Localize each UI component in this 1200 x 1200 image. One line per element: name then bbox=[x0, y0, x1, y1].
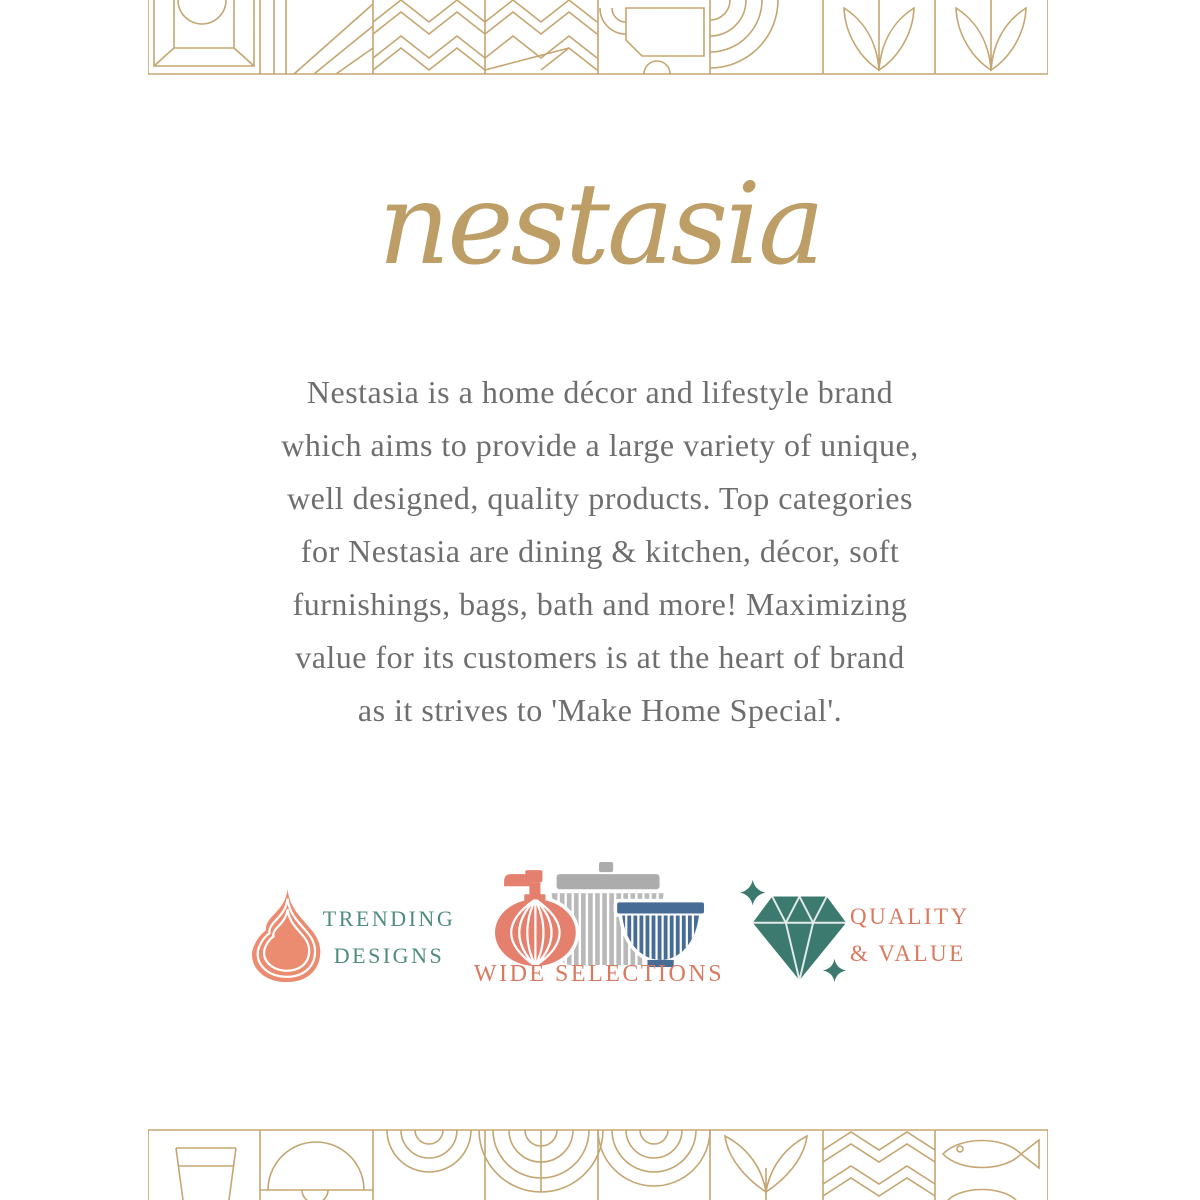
trending-label-line-2: DESIGNS bbox=[333, 943, 445, 968]
flame-icon bbox=[242, 884, 328, 988]
quality-label-line-2: & VALUE bbox=[850, 941, 966, 966]
about-line-7: as it strives to 'Make Home Special'. bbox=[357, 692, 843, 728]
top-border-pattern bbox=[148, 0, 1048, 76]
feature-trending-label bbox=[318, 900, 460, 974]
about-line-3: well designed, quality products. Top categories bbox=[287, 480, 913, 516]
about-line-6: value for its customers is at the heart of brand bbox=[295, 639, 905, 675]
sparkle-icon bbox=[823, 959, 846, 982]
trending-label-line-1: TRENDING bbox=[322, 906, 456, 931]
bottom-border-pattern bbox=[148, 1128, 1048, 1200]
diamond-icon bbox=[737, 877, 859, 989]
feature-wide-label: WIDE SELECTIONS bbox=[473, 961, 725, 987]
kitchenware-icon bbox=[494, 862, 706, 968]
brand-logo: nestasia bbox=[378, 160, 822, 290]
feature-quality-label bbox=[850, 898, 1000, 972]
about-text bbox=[210, 366, 990, 737]
about-line-2: which aims to provide a large variety of unique, bbox=[281, 427, 919, 463]
about-line-1: Nestasia is a home décor and lifestyle brand bbox=[306, 374, 894, 410]
about-line-5: furnishings, bags, bath and more! Maximizing bbox=[292, 586, 908, 622]
sparkle-icon bbox=[740, 880, 765, 905]
about-line-4: for Nestasia are dining & kitchen, décor, soft bbox=[300, 533, 900, 569]
quality-label-line-1: QUALITY bbox=[850, 904, 970, 929]
